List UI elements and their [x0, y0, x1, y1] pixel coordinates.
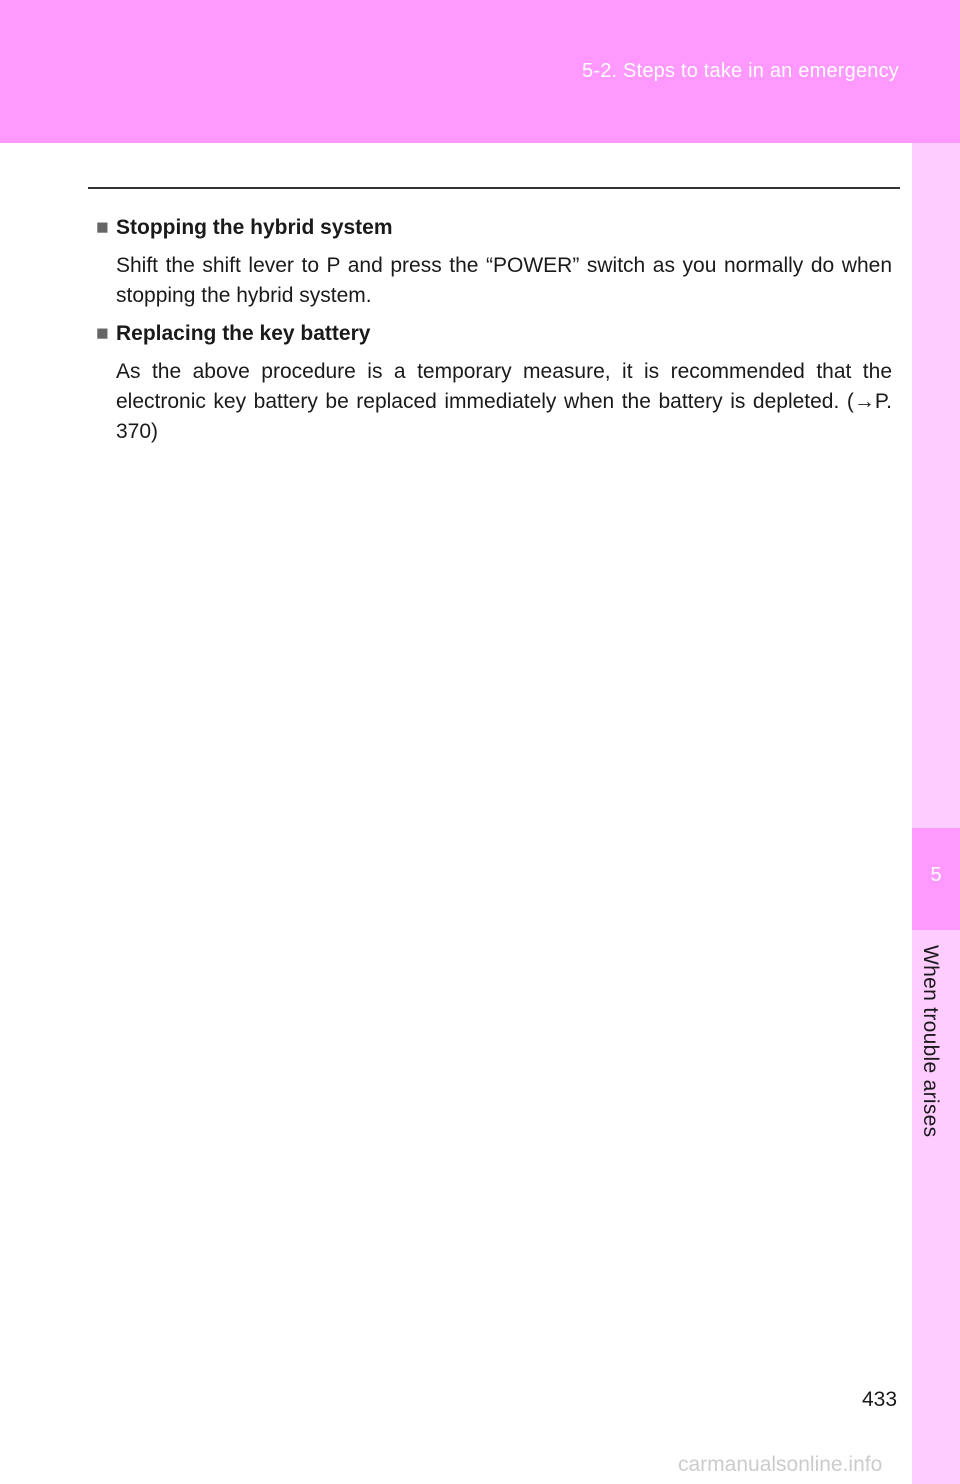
square-bullet-icon: ■ — [96, 216, 109, 239]
watermark: carmanualsonline.info — [678, 1453, 883, 1476]
section-stopping-hybrid — [96, 213, 892, 311]
heading-text: Stopping the hybrid system — [116, 216, 393, 239]
section-divider — [88, 187, 900, 189]
section-replacing-battery — [96, 319, 892, 447]
main-content — [96, 213, 892, 455]
page-number: 433 — [862, 1388, 898, 1411]
section-heading — [96, 319, 892, 349]
section-body: Shift the shift lever to P and press the “POWER” switch as you normally do when stopping the hybrid system. — [116, 254, 892, 307]
section-title: 5-2. Steps to take in an emergency — [582, 60, 899, 82]
side-tab — [912, 143, 960, 1484]
chapter-number: 5 — [930, 864, 942, 886]
section-body: As the above procedure is a temporary measure, it is recommended that the electronic key battery be replaced immediately when the battery is depleted. (→P. 370) — [116, 360, 892, 443]
square-bullet-icon: ■ — [96, 322, 109, 345]
chapter-label: When trouble arises — [919, 945, 942, 1138]
chapter-number-box — [912, 828, 960, 930]
header-band — [0, 0, 960, 143]
section-heading — [96, 213, 892, 243]
heading-text: Replacing the key battery — [116, 322, 371, 345]
